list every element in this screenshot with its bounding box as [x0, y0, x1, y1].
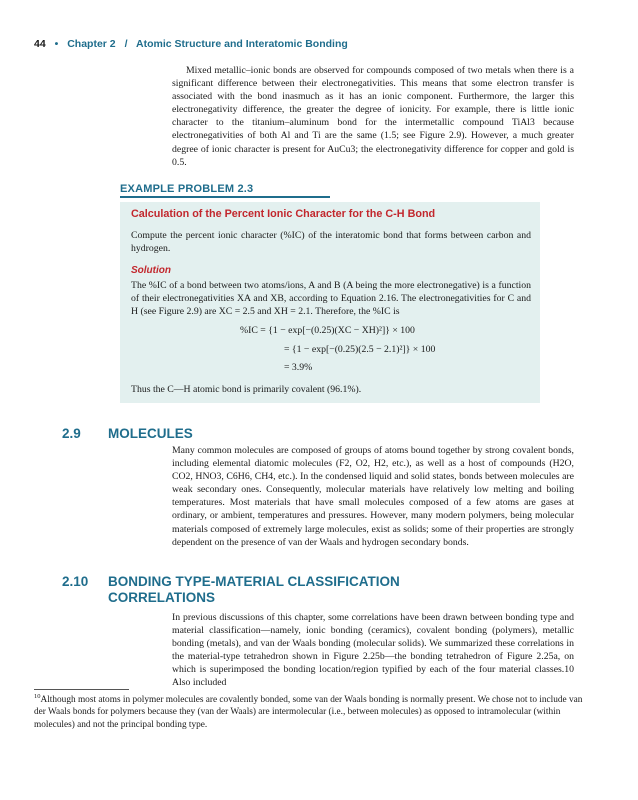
section-2-10-title-line-1: BONDING TYPE-MATERIAL CLASSIFICATION: [108, 574, 400, 589]
running-header: [34, 38, 348, 50]
example-label: EXAMPLE PROBLEM 2.3: [120, 183, 254, 195]
intro-paragraph: Mixed metallic–ionic bonds are observed for compounds composed of two metals when there is a significant difference between their electronegativities. This means that some electron transfer is associated with the bond inasmuch as it has an ionic component. Furthermore, the larger this electronegativity difference, the greater the degree of ionicity. For example, there is little ionic character to the titanium–aluminum bond for the intermetallic compound TiAl3 because electronegativities of both Al and Ti are the same (1.5; see Figure 2.9). However, a much greater degree of ionic character is present for AuCu3; the electronegativity difference for copper and gold is 0.5.: [172, 65, 574, 168]
section-2-10-title-line-2: CORRELATIONS: [108, 590, 215, 605]
solution-text: The %IC of a bond between two atoms/ions, A and B (A being the more electronegative) is a function of their electronegativities XA and XB, according to Equation 2.16. The electronegativities for C and H (see Figure 2.9) are XC = 2.5 and XH = 2.1. Therefore, the %IC is: [131, 280, 531, 318]
footnote: [34, 694, 594, 731]
section-2-9-title: MOLECULES: [108, 426, 193, 441]
example-heading: Calculation of the Percent Ionic Character for the C-H Bond: [131, 208, 436, 220]
footnote-rule: [34, 689, 129, 690]
chapter-label: Chapter 2: [67, 38, 116, 50]
header-separator: /: [124, 38, 128, 50]
section-2-9-body: Many common molecules are composed of groups of atoms bound together by strong covalent bonds, including elemental diatomic molecules (F2, O2, H2, etc.), as well as a host of compounds (H2O, CO2, HNO3, C6H6, CH4, etc.). In the condensed liquid and solid states, bonds between molecules are weak secondary ones. Consequently, molecular materials have relatively low melting and boiling temperatures. Most materials that have small molecules composed of a few atoms are gases at ordinary, or ambient, temperatures and pressures. However, many modern polymers, being molecular materials composed of extremely large molecules, exist as solids; some of their properties are strongly dependent on the presence of van der Waals and hydrogen secondary bonds.: [172, 445, 574, 548]
example-problem: Compute the percent ionic character (%IC) of the interatomic bond that forms between carbon and hydrogen.: [131, 230, 531, 255]
equation-line-2: = {1 − exp[−(0.25)(2.5 − 2.1)²]} × 100: [284, 344, 436, 355]
chapter-title: Atomic Structure and Interatomic Bonding: [136, 38, 348, 50]
section-2-9-number: 2.9: [62, 426, 81, 441]
section-2-10-number: 2.10: [62, 574, 89, 589]
footnote-marker: 10: [34, 692, 41, 700]
example-conclusion: Thus the C—H atomic bond is primarily covalent (96.1%).: [131, 384, 362, 395]
footnote-text: Although most atoms in polymer molecules are covalently bonded, some van der Waals bonding is normally present. We chose not to include van der Waals bonds for polymers because they (van der Waals) are intermolecular (i.e., between molecules) as opposed to intramolecular (within molecules) and not the principal bonding type.: [34, 695, 583, 730]
solution-label: Solution: [131, 265, 171, 276]
equation-line-3: = 3.9%: [284, 362, 313, 373]
header-bullet: •: [54, 38, 59, 50]
example-label-rule: [120, 196, 330, 198]
section-2-10-body: In previous discussions of this chapter, some correlations have been drawn between bonding type and material classification—namely, ionic bonding (ceramics), covalent bonding (polymers), metallic bonding (metals), and van der Waals bonding (molecular solids). We summarized these correlations in the material-type tetrahedron shown in Figure 2.25b—the bonding tetrahedron of Figure 2.25a, on which is superimposed the bonding location/region typified by each of the four material classes.10 Also included: [172, 612, 574, 689]
page-number: 44: [34, 38, 46, 50]
equation-line-1: %IC = {1 − exp[−(0.25)(XC − XH)²]} × 100: [240, 325, 415, 336]
